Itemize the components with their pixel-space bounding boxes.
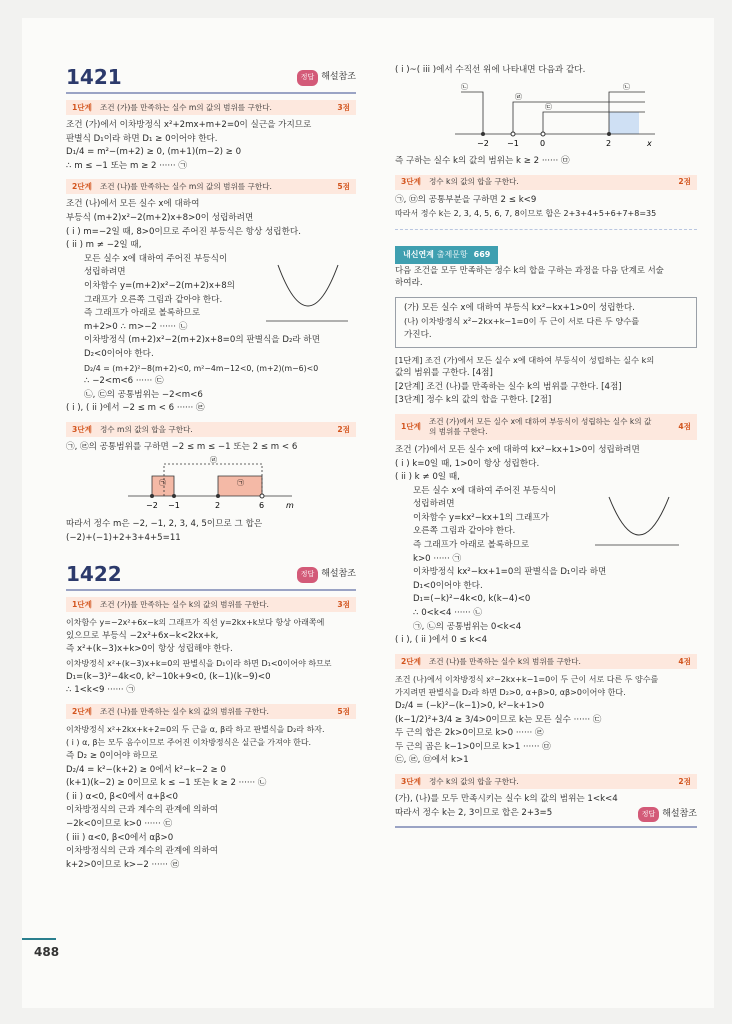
tick-label: 6: [259, 501, 265, 511]
end-divider: [395, 826, 697, 828]
text-line: ( i ) α, β는 모두 음수이므로 주어진 이차방정식은 실근을 가져야 한다.: [66, 738, 312, 748]
range-mark: ㉢: [545, 102, 552, 111]
divider: [395, 229, 697, 230]
range-mark: ㉠: [159, 479, 166, 488]
closed-point: [172, 494, 176, 498]
text-line: D₂<0이어야 한다.: [84, 348, 154, 359]
answer-ref: [297, 567, 356, 583]
step-header: [395, 175, 697, 190]
step-label: 3단계: [401, 177, 421, 187]
axis-label: m: [286, 501, 294, 511]
text-line: 즉 x²+(k−3)x+k>0이 항상 성립해야 한다.: [66, 644, 233, 655]
text-line: ㉡, ㉢의 공통범위는 −2<m<6: [84, 389, 203, 400]
text-line: k>0 ······ ㉠: [413, 553, 462, 564]
answer-tag: 정답: [638, 807, 660, 823]
page-number: 488: [34, 945, 60, 959]
shade-region: [609, 112, 639, 134]
plan-line: [3단계] 정수 k의 값의 합을 구한다. [2점]: [395, 395, 552, 406]
text-line: D₂/4 = (m+2)²−8(m+2)<0, m²−4m−12<0, (m+2)(m−6)<0: [84, 363, 319, 373]
step-header: [395, 774, 697, 789]
text-line: 가지려면 판별식을 D₂라 하면 D₂>0, α+β>0, αβ>0이어야 한다.: [395, 688, 626, 698]
text-line: 이차함수 y=(m+2)x²−2(m+2)x+8의: [84, 280, 235, 291]
text-line: D₂/4 = k²−(k+2) ≥ 0에서 k²−k−2 ≥ 0: [66, 764, 226, 775]
linked-sub: 출제문항: [436, 249, 468, 259]
step-points: 3점: [337, 599, 350, 609]
step-title: 조건 (가)를 만족하는 실수 m의 값의 범위를 구한다.: [99, 102, 272, 112]
step-points: 5점: [337, 182, 350, 192]
step-header: [395, 414, 697, 440]
step-header: [66, 100, 356, 115]
text-line: 이차방정식 (m+2)x²−2(m+2)x+8=0의 판별식을 D₂라 하면: [84, 335, 321, 346]
condition-line: (나) 이차방정식 x²−2kx+k−1=0이 두 근이 서로 다른 두 양수를: [404, 316, 640, 327]
open-point: [260, 494, 264, 498]
left-column: [66, 64, 356, 872]
step-header: [66, 704, 356, 719]
step-title: 정수 k의 값의 합을 구한다.: [428, 776, 519, 786]
text-line: 이차방정식 kx²−kx+1=0의 판별식을 D₁이라 하면: [413, 567, 607, 578]
text-line: 그래프가 오른쪽 그림과 같아야 한다.: [84, 294, 223, 305]
parabola-curve: [278, 265, 338, 306]
text-line: 부등식 (m+2)x²−2(m+2)x+8>0이 성립하려면: [66, 212, 254, 223]
step-label: 2단계: [72, 706, 92, 716]
step-points: 2점: [337, 424, 350, 434]
text-line: 이차함수 y=kx²−kx+1의 그래프가: [413, 512, 549, 523]
linked-problem: [395, 246, 697, 408]
range-bracket: [461, 92, 483, 134]
text-line: 이차함수 y=−2x²+6x−k의 그래프가 직선 y=2kx+k보다 항상 아래쪽에: [66, 618, 325, 628]
text-line: 조건 (가)에서 모든 실수 x에 대하여 kx²−kx+1>0이 성립하려면: [395, 444, 640, 455]
text-line: m+2>0 ∴ m>−2 ······ ㉡: [84, 321, 188, 332]
step-points: 4점: [678, 656, 691, 666]
range-mark: ㉡: [623, 82, 630, 91]
step-label: 3단계: [72, 424, 92, 434]
answer-tag: 정답: [297, 567, 319, 583]
open-point: [541, 132, 545, 136]
text-line: ∴ −2<m<6 ······ ㉢: [84, 376, 164, 387]
step-points: 3점: [337, 102, 350, 112]
step-title: 정수 k의 값의 합을 구한다.: [428, 177, 519, 187]
text-line: ㉠, ㉤의 공통부분을 구하면 2 ≤ k<9: [395, 194, 537, 205]
linked-label: 내신연계: [403, 249, 434, 259]
closed-point: [216, 494, 220, 498]
text-line: 즉 D₂ ≥ 0이어야 하므로: [66, 751, 158, 761]
step-label: 1단계: [72, 102, 92, 112]
text-line: 모든 실수 x에 대하여 주어진 부등식이: [84, 253, 228, 264]
text-line: 즉 구하는 실수 k의 값의 범위는 k ≥ 2 ······ ㉤: [395, 156, 570, 167]
range-mark: ㉡: [461, 82, 468, 91]
step-header: [66, 597, 356, 612]
tick-label: 2: [215, 501, 221, 511]
problem-1422-header: [66, 561, 356, 591]
text-line: 판별식 D₁이라 하면 D₁ ≥ 0이어야 한다.: [66, 133, 218, 144]
closed-point: [607, 132, 611, 136]
text-line: ( i ), ( ii )에서 −2 ≤ m < 6 ······ ㉣: [66, 403, 205, 414]
step-title: 조건 (나)를 만족하는 실수 k의 값의 범위를 구한다.: [99, 706, 269, 716]
text-line: 성립하려면: [413, 499, 455, 510]
text-line: 모든 실수 x에 대하여 주어진 부등식이: [413, 485, 557, 496]
final-line: [395, 807, 697, 823]
text-line: 있으므로 부등식 −2x²+6x−k<2kx+k,: [66, 630, 219, 641]
text-line: 따라서 정수 k는 2, 3이므로 합은 2+3=5: [395, 807, 553, 818]
closed-point: [150, 494, 154, 498]
step-title: [429, 417, 678, 437]
text-line: 이차방정식 x²+(k−3)x+k=0의 판별식을 D₁이라 하면 D₁<0이어야 하므로: [66, 659, 332, 669]
conditions-box: [395, 297, 697, 348]
text-line: D₁=(k−3)²−4k<0, k²−10k+9<0, (k−1)(k−9)<0: [66, 671, 271, 682]
step-title: 조건 (나)를 만족하는 실수 m의 값의 범위를 구한다.: [99, 182, 272, 192]
step-points: 4점: [678, 421, 691, 431]
step-header: [66, 422, 356, 437]
text-line: ( ii ) k ≠ 0일 때,: [395, 472, 460, 483]
text-line: 즉 그래프가 아래로 볼록하므로: [84, 308, 201, 319]
text-line: (가), (나)를 모두 만족시키는 실수 k의 값의 범위는 1<k<4: [395, 793, 618, 804]
step-points: 2점: [678, 177, 691, 187]
problem-number: 1422: [66, 562, 122, 587]
text-line: 이차방정식의 근과 계수의 관계에 의하여: [66, 846, 219, 857]
parabola-graph: [266, 261, 352, 329]
text-line: ㉠, ㉡의 공통범위는 0<k<4: [413, 621, 522, 632]
answer-ref: [297, 70, 356, 86]
text-line: ( i ) m=−2일 때, 8>0이므로 주어진 부등식은 항상 성립한다.: [66, 226, 301, 237]
axis-label: x: [647, 138, 652, 148]
text-line: D₁/4 = m²−(m+2) ≥ 0, (m+1)(m−2) ≥ 0: [66, 147, 242, 158]
answer-ref-text: 해설참조: [321, 569, 356, 580]
answer-ref-text: 해설참조: [662, 808, 697, 819]
text-line: 다음 조건을 모두 만족하는 정수 k의 합을 구하는 과정을 다음 단계로 서술: [395, 264, 664, 275]
problem-number: 1421: [66, 65, 122, 90]
step-header: [395, 654, 697, 669]
text-line: 두 근의 합은 2k>0이므로 k>0 ······ ㉣: [395, 728, 544, 739]
parabola-curve: [609, 497, 669, 535]
step-title-line: 조건 (가)에서 모든 실수 x에 대하여 부등식이 성립하는 실수 k의 값: [428, 416, 652, 426]
sub-block: [395, 485, 697, 635]
answer-ref: [638, 807, 697, 823]
step-header: [66, 179, 356, 194]
text-line: D₁=(−k)²−4k<0, k(k−4)<0: [413, 594, 531, 605]
problem-1421-header: [66, 64, 356, 94]
tick-label: −2: [477, 138, 489, 148]
answer-tag: 정답: [297, 70, 319, 86]
text-line: ㉢, ㉣, ㉤에서 k>1: [395, 755, 469, 766]
text-line: ( ii ) m ≠ −2일 때,: [66, 240, 142, 251]
text-line: 따라서 정수 k는 2, 3, 4, 5, 6, 7, 8이므로 합은 2+3+4+5+6+7+8=35: [395, 209, 657, 219]
step-label: 3단계: [401, 776, 421, 786]
text-line: 이차방정식의 근과 계수의 관계에 의하여: [66, 805, 219, 816]
range-mark: ㉠: [237, 479, 244, 488]
text-line: ( i )~( iii )에서 수직선 위에 나타내면 다음과 같다.: [395, 65, 586, 75]
condition-line: 가진다.: [404, 329, 432, 340]
parabola-graph: [595, 493, 685, 559]
text-line: D₂/4 = (−k)²−(k−1)>0, k²−k+1>0: [395, 701, 545, 711]
page-number-bar: [22, 938, 56, 940]
number-line-2: [395, 78, 695, 150]
answer-ref-text: 해설참조: [321, 72, 356, 83]
tick-label: −1: [507, 138, 519, 148]
text-line: (k+1)(k−2) ≥ 0이므로 k ≤ −1 또는 k ≥ 2 ······ ㉡: [66, 778, 267, 789]
text-line: 하여라.: [395, 278, 423, 289]
text-line: ∴ 1<k<9 ······ ㉠: [66, 685, 135, 696]
text-line: 즉 그래프가 아래로 볼록하므로: [413, 540, 530, 551]
right-column: [395, 64, 697, 828]
range-mark: ㉣: [210, 456, 217, 465]
step-title: 조건 (나)를 만족하는 실수 k의 범위를 구한다.: [428, 656, 581, 666]
range-mark: ㉣: [515, 92, 522, 101]
step-title: 정수 m의 값의 합을 구한다.: [99, 424, 193, 434]
text-line: D₁<0이어야 한다.: [413, 580, 483, 591]
tick-label: 0: [540, 138, 546, 148]
step-points: 2점: [678, 776, 691, 786]
sub-block: [66, 253, 356, 403]
tick-label: −2: [146, 501, 158, 511]
condition-line: (가) 모든 실수 x에 대하여 부등식 kx²−kx+1>0이 성립한다.: [404, 302, 635, 313]
text-line: ∴ m ≤ −1 또는 m ≥ 2 ······ ㉠: [66, 160, 187, 171]
text-line: ( ii ) α<0, β<0에서 α+β<0: [66, 791, 178, 802]
tick-label: 2: [606, 138, 612, 148]
text-line: ( i ), ( ii )에서 0 ≤ k<4: [395, 635, 488, 646]
text-line: 두 근의 곱은 k−1>0이므로 k>1 ······ ㉤: [395, 741, 551, 752]
step-title-line: 의 범위를 구한다.: [428, 426, 488, 436]
text-line: 조건 (가)에서 이차방정식 x²+2mx+m+2=0이 실근을 가지므로: [66, 120, 312, 130]
text-line: 성립하려면: [84, 267, 126, 278]
text-line: −2k<0이므로 k>0 ······ ㉢: [66, 818, 173, 829]
step-title: 조건 (가)를 만족하는 실수 k의 값의 범위를 구한다.: [99, 599, 269, 609]
linked-number: 669: [473, 249, 491, 259]
step-label: 1단계: [72, 599, 92, 609]
step-label: 1단계: [401, 421, 421, 431]
step-label: 2단계: [401, 656, 421, 666]
text-line: (k−1/2)²+3/4 ≥ 3/4>0이므로 k는 모든 실수 ······ ㉢: [395, 714, 602, 725]
text-line: (−2)+(−1)+2+3+4+5=11: [66, 532, 181, 543]
plan-line: [2단계] 조건 (나)를 만족하는 실수 k의 범위를 구한다. [4점]: [395, 381, 622, 392]
text-line: ∴ 0<k<4 ······ ㉡: [413, 608, 482, 619]
closed-point: [481, 132, 485, 136]
tick-label: −1: [168, 501, 180, 511]
plan-line: [1단계] 조건 (가)에서 모든 실수 x에 대하여 부등식이 성립하는 실수 k의: [395, 354, 655, 365]
text-line: ( i ) k=0일 때, 1>0이 항상 성립한다.: [395, 458, 540, 469]
step-label: 2단계: [72, 182, 92, 192]
plan-line: 값의 범위를 구한다. [4점]: [395, 368, 493, 379]
text-line: 이차방정식 x²+2kx+k+2=0의 두 근을 α, β라 하고 판별식을 D₂라 하자.: [66, 724, 325, 734]
text-line: 조건 (나)에서 모든 실수 x에 대하여: [66, 199, 200, 210]
text-line: 따라서 정수 m은 −2, −1, 2, 3, 4, 5이므로 그 합은: [66, 519, 263, 530]
number-line-1: [66, 454, 356, 512]
text-line: k+2>0이므로 k>−2 ······ ㉣: [66, 859, 180, 870]
step-points: 5점: [337, 706, 350, 716]
text-line: ( iii ) α<0, β<0에서 αβ>0: [66, 832, 174, 843]
text-line: 오른쪽 그림과 같아야 한다.: [413, 526, 516, 537]
text-line: ㉠, ㉣의 공통범위를 구하면 −2 ≤ m ≤ −1 또는 2 ≤ m < 6: [66, 441, 298, 452]
text-line: 조건 (나)에서 이차방정식 x²−2kx+k−1=0이 두 근이 서로 다른 두 양수를: [395, 674, 659, 684]
linked-badge: [395, 246, 498, 264]
open-point: [511, 132, 515, 136]
